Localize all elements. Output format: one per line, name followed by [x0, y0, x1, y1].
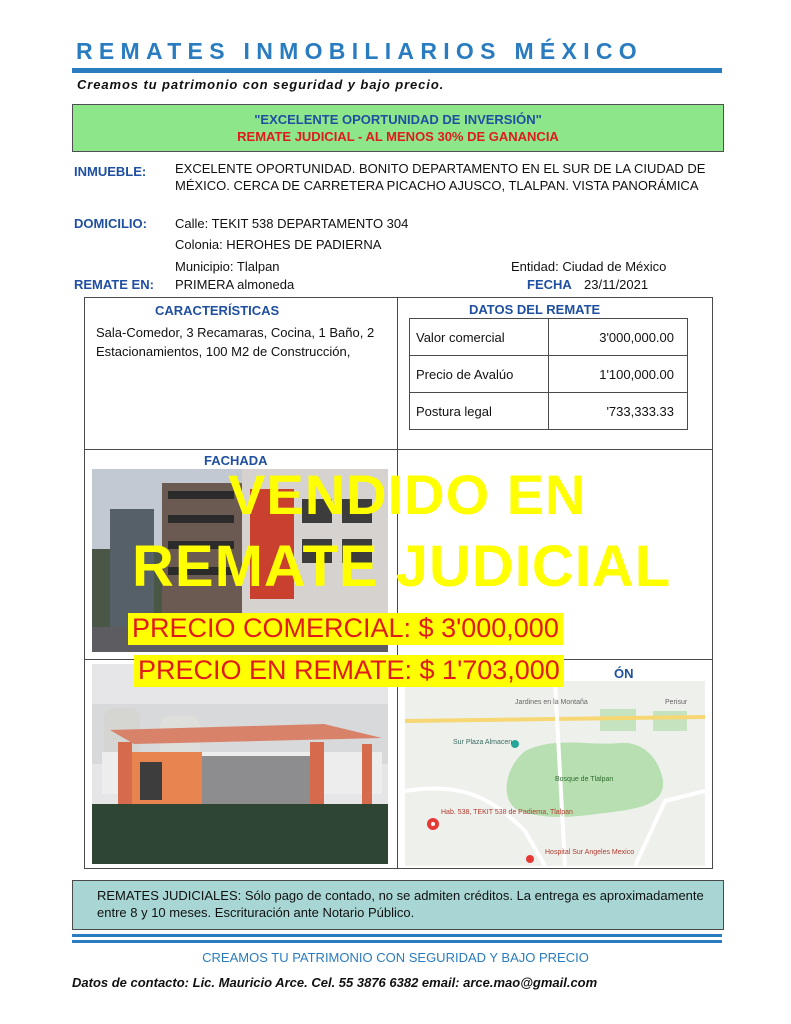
inmueble-description: EXCELENTE OPORTUNIDAD. BONITO DEPARTAMENTO EN EL SUR DE LA CIUDAD DE MÉXICO. CERCA DE CARRETERA PICACHO AJUSCO, TLALPAN. VISTA PANORÁMICA	[175, 161, 706, 193]
ubicacion-title: ÓN	[614, 666, 634, 681]
address-colonia: Colonia: HEROHES DE PADIERNA	[175, 237, 382, 252]
commercial-price-tag: PRECIO COMERCIAL: $ 3'000,000	[128, 613, 563, 645]
table-row	[410, 319, 688, 356]
terrace-photo	[92, 664, 388, 864]
address-entidad: Entidad: Ciudad de México	[511, 259, 667, 274]
fecha-label: FECHA	[527, 277, 572, 292]
header-divider	[72, 68, 722, 73]
row-value: '733,333.33	[549, 393, 688, 430]
remate-label: REMATE EN:	[74, 277, 154, 292]
remate-value: PRIMERA almoneda	[175, 277, 295, 292]
table-row	[410, 393, 688, 430]
inmueble-label: INMUEBLE:	[74, 164, 147, 179]
opportunity-banner	[72, 104, 724, 152]
map-poi-label: Perisur	[665, 699, 688, 706]
terms-note: REMATES JUDICIALES: Sólo pago de contado, no se admiten créditos. La entrega es aproximadamente entre 8 y 10 meses. Escrituración ante Notario Público.	[72, 880, 724, 930]
banner-headline: "EXCELENTE OPORTUNIDAD DE INVERSIÓN"	[254, 112, 542, 127]
map-poi-label: Sur Plaza Almacen	[453, 739, 513, 746]
footer-rule-top	[72, 934, 722, 937]
map-pin-label: Hab. 538, TEKIT 538 de Padierna, Tlalpan	[441, 809, 573, 816]
map-poi-label: Bosque de Tlalpan	[555, 776, 614, 783]
location-map[interactable]	[405, 681, 705, 866]
datos-remate-table	[409, 318, 688, 430]
row-label: Precio de Avalúo	[410, 356, 549, 393]
terrace-illustration	[92, 664, 388, 864]
tagline: Creamos tu patrimonio con seguridad y bajo precio.	[77, 77, 445, 92]
brand-title: REMATES INMOBILIARIOS MÉXICO	[76, 38, 643, 64]
datos-remate-title: DATOS DEL REMATE	[469, 302, 601, 317]
map-poi-label: Jardines en la Montaña	[515, 699, 588, 706]
footer-rule-bottom	[72, 940, 722, 943]
map-poi-label: Hospital Sur Angeles Mexico	[545, 849, 635, 856]
row-label: Valor comercial	[410, 319, 549, 356]
row-label: Postura legal	[410, 393, 549, 430]
domicilio-label: DOMICILIO:	[74, 216, 147, 231]
row-value: 1'100,000.00	[549, 356, 688, 393]
fachada-title: FACHADA	[204, 453, 268, 468]
grid-divider-row1	[84, 449, 713, 450]
address-street: Calle: TEKIT 538 DEPARTAMENTO 304	[175, 216, 409, 231]
footer-motto: CREAMOS TU PATRIMONIO CON SEGURIDAD Y BAJO PRECIO	[202, 950, 589, 965]
caracteristicas-text: Sala-Comedor, 3 Recamaras, Cocina, 1 Baño, 2 Estacionamientos, 100 M2 de Construcción,	[96, 325, 375, 359]
sold-stamp-line2: REMATE JUDICIAL	[132, 534, 672, 599]
auction-price-tag: PRECIO EN REMATE: $ 1'703,000	[134, 655, 564, 687]
caracteristicas-title: CARACTERÍSTICAS	[155, 303, 280, 318]
banner-subheadline: REMATE JUDICIAL - AL MENOS 30% DE GANANCIA	[237, 129, 559, 144]
table-row	[410, 356, 688, 393]
fecha-value: 23/11/2021	[584, 277, 649, 292]
row-value: 3'000,000.00	[549, 319, 688, 356]
sold-stamp-line1: VENDIDO EN	[228, 463, 587, 526]
map-illustration	[405, 681, 705, 866]
contact-info: Datos de contacto: Lic. Mauricio Arce. Cel. 55 3876 6382 email: arce.mao@gmail.com	[72, 975, 598, 990]
address-municipio: Municipio: Tlalpan	[175, 259, 280, 274]
